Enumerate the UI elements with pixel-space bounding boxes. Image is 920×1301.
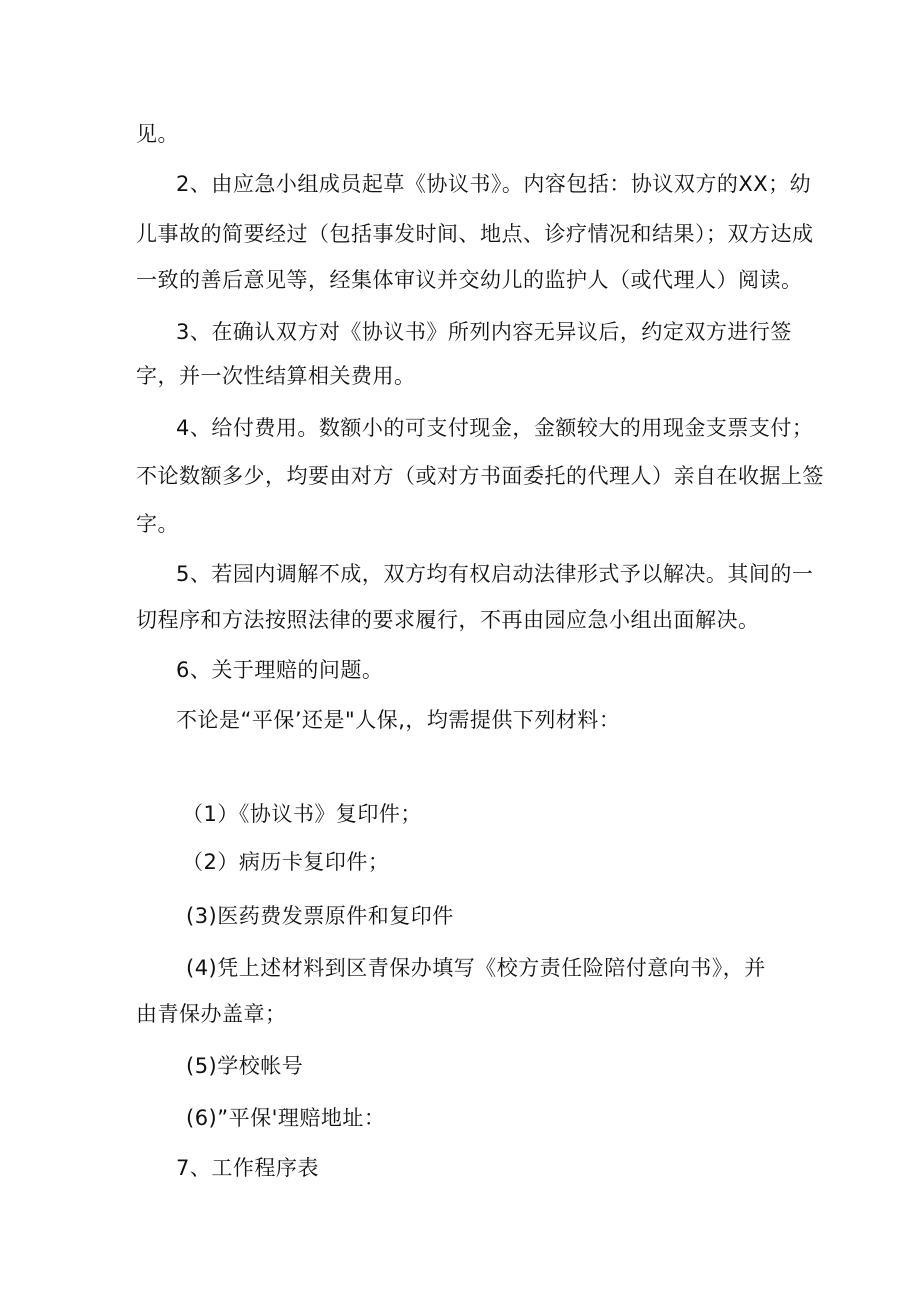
text-line: (4)凭上述材料到区青保办填写《校方责任险陪付意向书》，并 — [186, 956, 766, 980]
text-line: 由青保办盖章； — [136, 1002, 287, 1026]
text-line: 切程序和方法按照法律的要求履行，不再由园应急小组出面解决。 — [136, 608, 760, 632]
text-line: 4、给付费用。数额小的可支付现金，金额较大的用现金支票支付； — [176, 416, 814, 440]
text-line: 6、关于理赔的问题。 — [176, 658, 384, 682]
text-line: 字。 — [136, 512, 179, 536]
text-line: （1）《协议书》复印件； — [182, 802, 422, 826]
text-line: (6)”平保'理赔地址： — [186, 1106, 386, 1130]
text-line: （2）病历卡复印件； — [182, 850, 390, 874]
text-line: 5、若园内调解不成，双方均有权启动法律形式予以解决。其间的一 — [176, 562, 814, 586]
text-line: (5)学校帐号 — [186, 1054, 304, 1078]
text-line: 见。 — [136, 122, 179, 146]
text-line: 不论数额多少，均要由对方（或对方书面委托的代理人）亲自在收据上签 — [136, 464, 824, 488]
text-line: 儿事故的简要经过（包括事发时间、地点、诊疗情况和结果）；双方达成 — [136, 222, 814, 246]
text-line: 2、由应急小组成员起草《协议书》。内容包括：协议双方的XX；幼 — [176, 172, 812, 196]
text-line: 字，并一次性结算相关费用。 — [136, 364, 416, 388]
text-line: 一致的善后意见等，经集体审议并交幼儿的监护人（或代理人）阅读。 — [136, 268, 803, 292]
text-line: 不论是“平保’还是"人保,，均需提供下列材料： — [176, 708, 621, 732]
text-line: 3、在确认双方对《协议书》所列内容无异议后，约定双方进行签 — [176, 320, 792, 344]
text-line: (3)医药费发票原件和复印件 — [186, 904, 454, 928]
text-line: 7、工作程序表 — [176, 1156, 319, 1180]
